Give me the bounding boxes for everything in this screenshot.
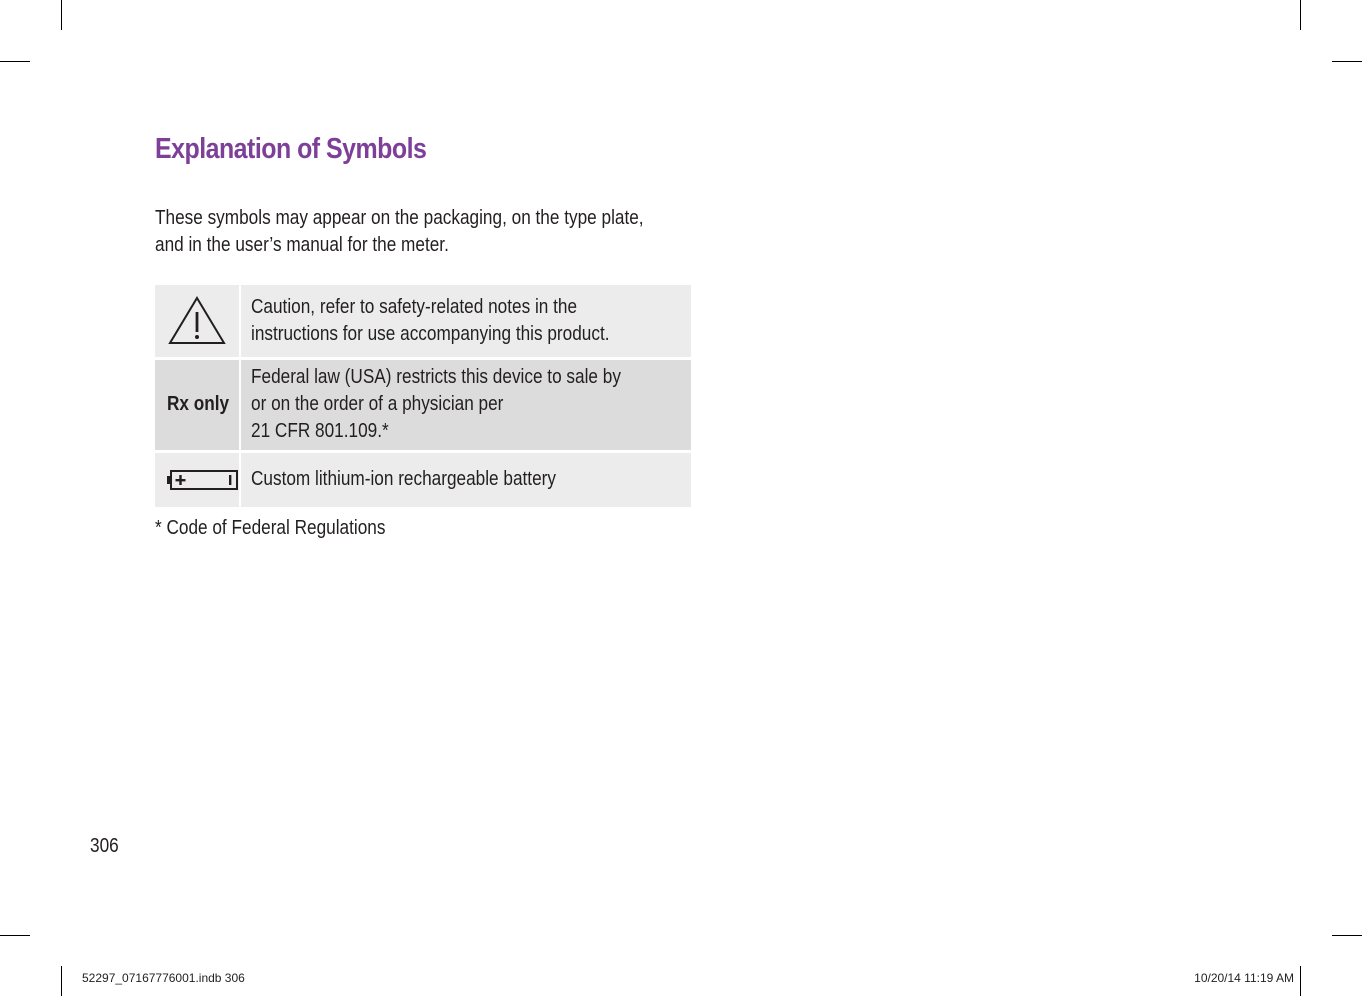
intro-line: and in the user’s manual for the meter. bbox=[155, 234, 449, 256]
description-cell bbox=[240, 285, 691, 358]
table-row bbox=[155, 358, 691, 451]
crop-mark bbox=[1332, 61, 1362, 62]
rx-only-label: Rx only bbox=[167, 393, 230, 415]
crop-mark bbox=[61, 0, 62, 30]
footnote: * Code of Federal Regulations bbox=[155, 517, 386, 539]
symbol-cell bbox=[155, 358, 240, 451]
symbol-description bbox=[251, 466, 629, 493]
description-line: instructions for use accompanying this product. bbox=[251, 322, 610, 345]
description-line: Custom lithium-ion rechargeable battery bbox=[251, 468, 557, 491]
description-line: or on the order of a physician per bbox=[251, 393, 504, 415]
table-row bbox=[155, 285, 691, 358]
page-number: 306 bbox=[90, 835, 119, 857]
crop-mark bbox=[1332, 935, 1362, 936]
crop-mark bbox=[1300, 0, 1301, 30]
symbol-description bbox=[251, 364, 629, 445]
crop-mark bbox=[61, 966, 62, 996]
description-line: 21 CFR 801.109.* bbox=[251, 420, 389, 442]
print-slug-file: 52297_07167776001.indb 306 bbox=[82, 971, 245, 985]
description-cell bbox=[240, 451, 691, 507]
symbol-cell bbox=[155, 451, 240, 507]
print-slug-date: 10/20/14 11:19 AM bbox=[1194, 971, 1294, 985]
symbol-description bbox=[251, 294, 629, 348]
crop-mark bbox=[1300, 966, 1301, 996]
table-row bbox=[155, 451, 691, 507]
intro-line: These symbols may appear on the packaging, on the type plate, bbox=[155, 207, 644, 229]
battery-icon bbox=[167, 469, 239, 491]
caution-triangle-icon bbox=[167, 295, 227, 347]
description-line: Federal law (USA) restricts this device to sale by bbox=[251, 366, 622, 388]
description-cell bbox=[240, 358, 691, 451]
symbols-table bbox=[155, 285, 691, 507]
intro-paragraph bbox=[155, 205, 654, 259]
crop-mark bbox=[0, 61, 30, 62]
symbol-cell bbox=[155, 285, 240, 358]
page-title: Explanation of Symbols bbox=[155, 133, 427, 165]
crop-mark bbox=[0, 935, 30, 936]
description-line: Caution, refer to safety-related notes in the bbox=[251, 295, 578, 318]
